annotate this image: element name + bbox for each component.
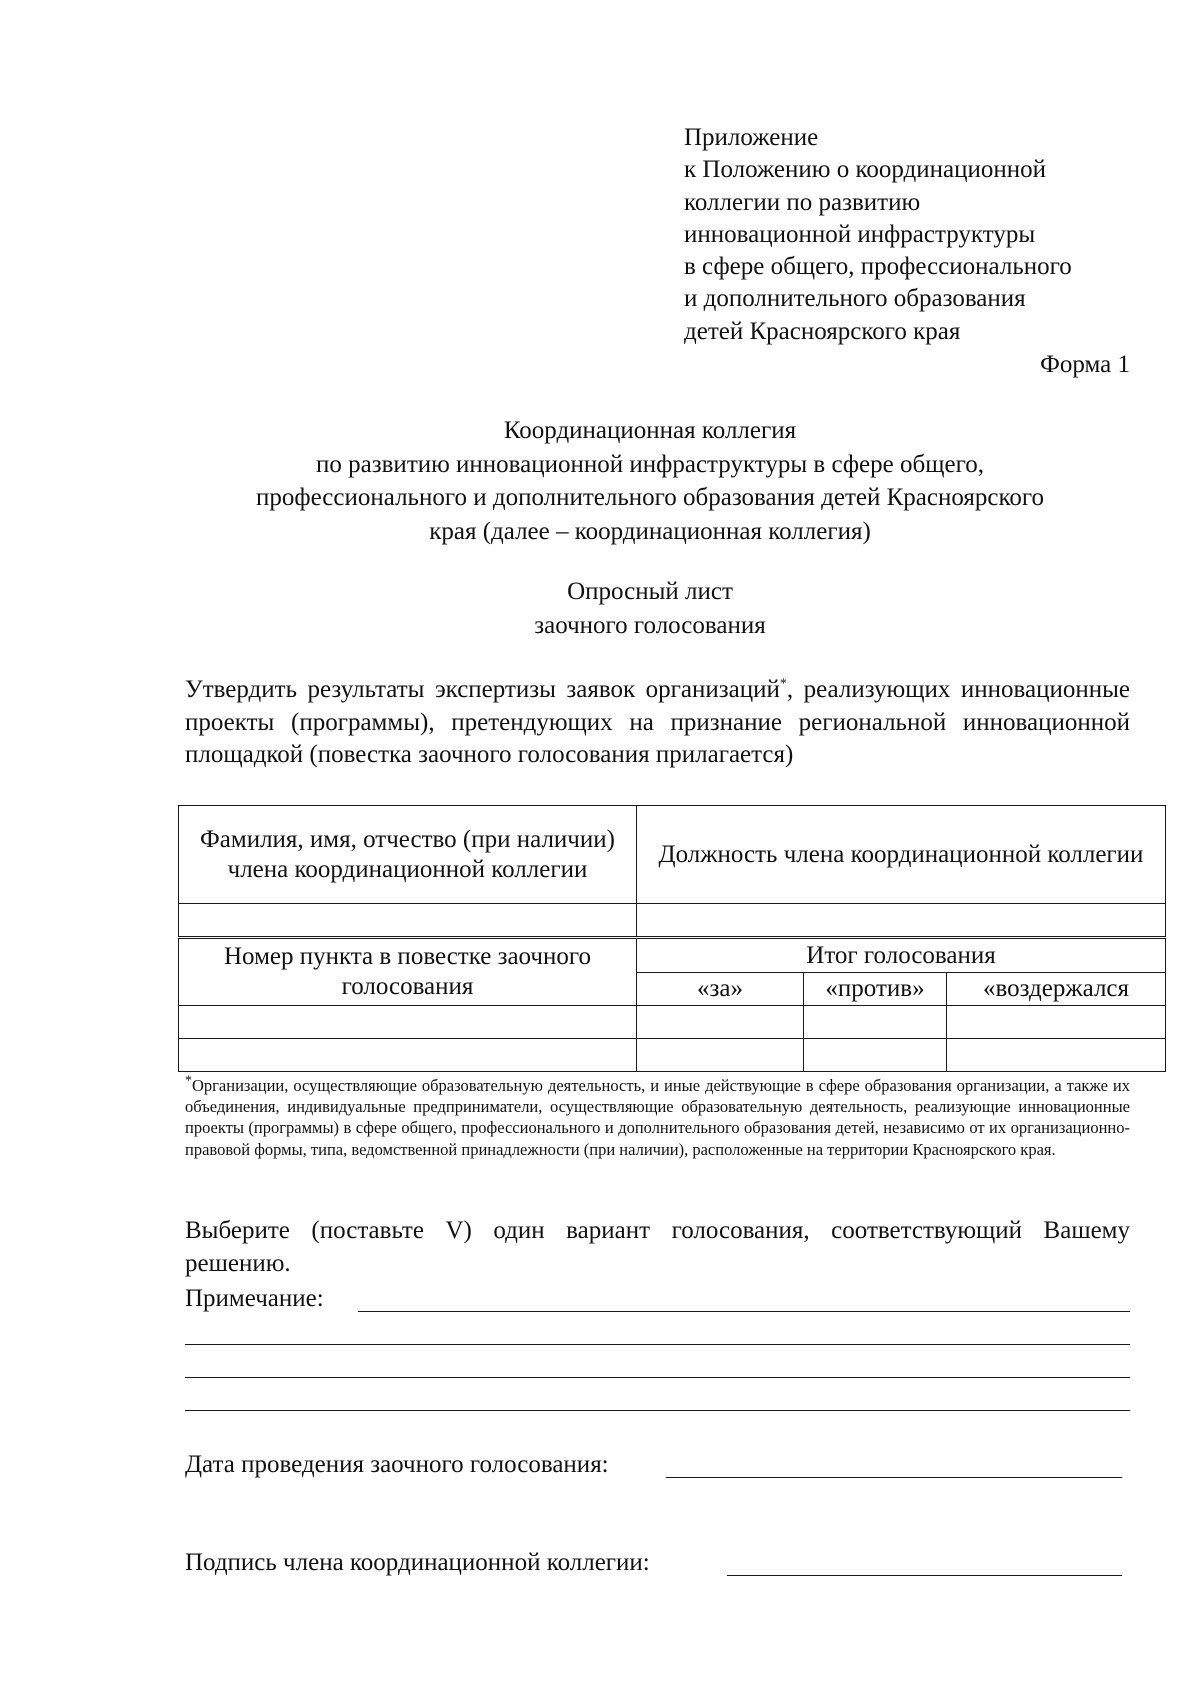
date-line[interactable] bbox=[666, 1477, 1122, 1478]
agenda-item-header: Номер пункта в повестке заочного голосования bbox=[179, 939, 637, 1006]
intro-paragraph bbox=[185, 674, 1130, 772]
heading-line: профессионального и дополнительного образования детей Красноярского bbox=[256, 484, 1044, 511]
vote-instruction: Выберите (поставьте V) один вариант голосования, соответствующий Вашему решению. bbox=[185, 1217, 1130, 1277]
appendix-line: к Положению о координационной bbox=[684, 156, 1046, 184]
vote-for-cell[interactable] bbox=[637, 1006, 804, 1039]
vote-abstain-header: «воздержался bbox=[947, 973, 1166, 1006]
heading-line: края (далее – координационная коллегия) bbox=[429, 517, 871, 545]
appendix-block bbox=[684, 122, 1072, 348]
signature-line[interactable] bbox=[727, 1575, 1122, 1576]
vote-against-cell[interactable] bbox=[804, 1039, 947, 1072]
questionnaire-title bbox=[150, 575, 1150, 642]
note-label: Примечание: bbox=[185, 1285, 324, 1312]
signature-label: Подпись члена координационной коллегии: bbox=[185, 1549, 650, 1576]
note-line[interactable] bbox=[185, 1377, 1130, 1378]
member-name-header: Фамилия, имя, отчество (при наличии) члена координационной коллегии bbox=[179, 806, 637, 904]
appendix-line: коллегии по развитию bbox=[684, 188, 921, 216]
form-number: Форма 1 bbox=[1040, 351, 1130, 378]
note-line[interactable] bbox=[185, 1344, 1130, 1345]
heading-line: Координационная коллегия bbox=[503, 417, 797, 444]
vote-against-header: «против» bbox=[804, 973, 947, 1006]
appendix-line: инновационной инфраструктуры bbox=[684, 220, 1036, 248]
note-line[interactable] bbox=[358, 1311, 1130, 1312]
heading bbox=[150, 414, 1150, 548]
intro-text-continued: , реализующих инновационные проекты (программы), претендующих на признание региональной инновационной площадкой (повестка заочного голосования прилагается) bbox=[185, 676, 1130, 768]
vote-for-cell[interactable] bbox=[637, 1039, 804, 1072]
vote-for-header: «за» bbox=[637, 973, 804, 1006]
member-position-header: Должность члена координационной коллегии bbox=[637, 806, 1166, 904]
note-line[interactable] bbox=[185, 1410, 1130, 1411]
questionnaire-title-line: Опросный лист bbox=[567, 578, 733, 605]
vote-abstain-cell[interactable] bbox=[947, 1006, 1166, 1039]
agenda-item-cell[interactable] bbox=[179, 1006, 637, 1039]
date-label: Дата проведения заочного голосования: bbox=[185, 1451, 609, 1478]
vote-against-cell[interactable] bbox=[804, 1006, 947, 1039]
appendix-line: и дополнительного образования bbox=[684, 285, 1026, 313]
member-table bbox=[178, 805, 1166, 937]
agenda-item-cell[interactable] bbox=[179, 1039, 637, 1072]
heading-line: по развитию инновационной инфраструктуры в сфере общего, bbox=[316, 450, 984, 478]
appendix-line: детей Красноярского края bbox=[684, 317, 961, 345]
footnote-mark: * bbox=[779, 676, 787, 692]
questionnaire-title-line: заочного голосования bbox=[534, 611, 766, 639]
footnote-mark: * bbox=[185, 1073, 192, 1089]
footnote-text: Организации, осуществляющие образовательную деятельность, и иные действующие в сфере образования организации, а также их объединения, индивидуальные предприниматели, осуществляющие образовательную деятельность, реализующие инновационные проекты (программы) в сфере общего, профессионального и дополнительного образования детей, независимо от их организационно-правовой формы, типа, ведомственной принадлежности (при наличии), расположенные на территории Красноярского края. bbox=[185, 1076, 1130, 1159]
vote-table bbox=[178, 938, 1166, 1072]
appendix-line: в сфере общего, профессионального bbox=[684, 253, 1072, 281]
vote-abstain-cell[interactable] bbox=[947, 1039, 1166, 1072]
footnote bbox=[185, 1075, 1130, 1160]
member-position-cell[interactable] bbox=[637, 904, 1166, 937]
appendix-line: Приложение bbox=[684, 124, 819, 151]
vote-result-header: Итог голосования bbox=[637, 939, 1166, 973]
member-name-cell[interactable] bbox=[179, 904, 637, 937]
intro-text: Утвердить результаты экспертизы заявок организаций bbox=[185, 676, 780, 703]
